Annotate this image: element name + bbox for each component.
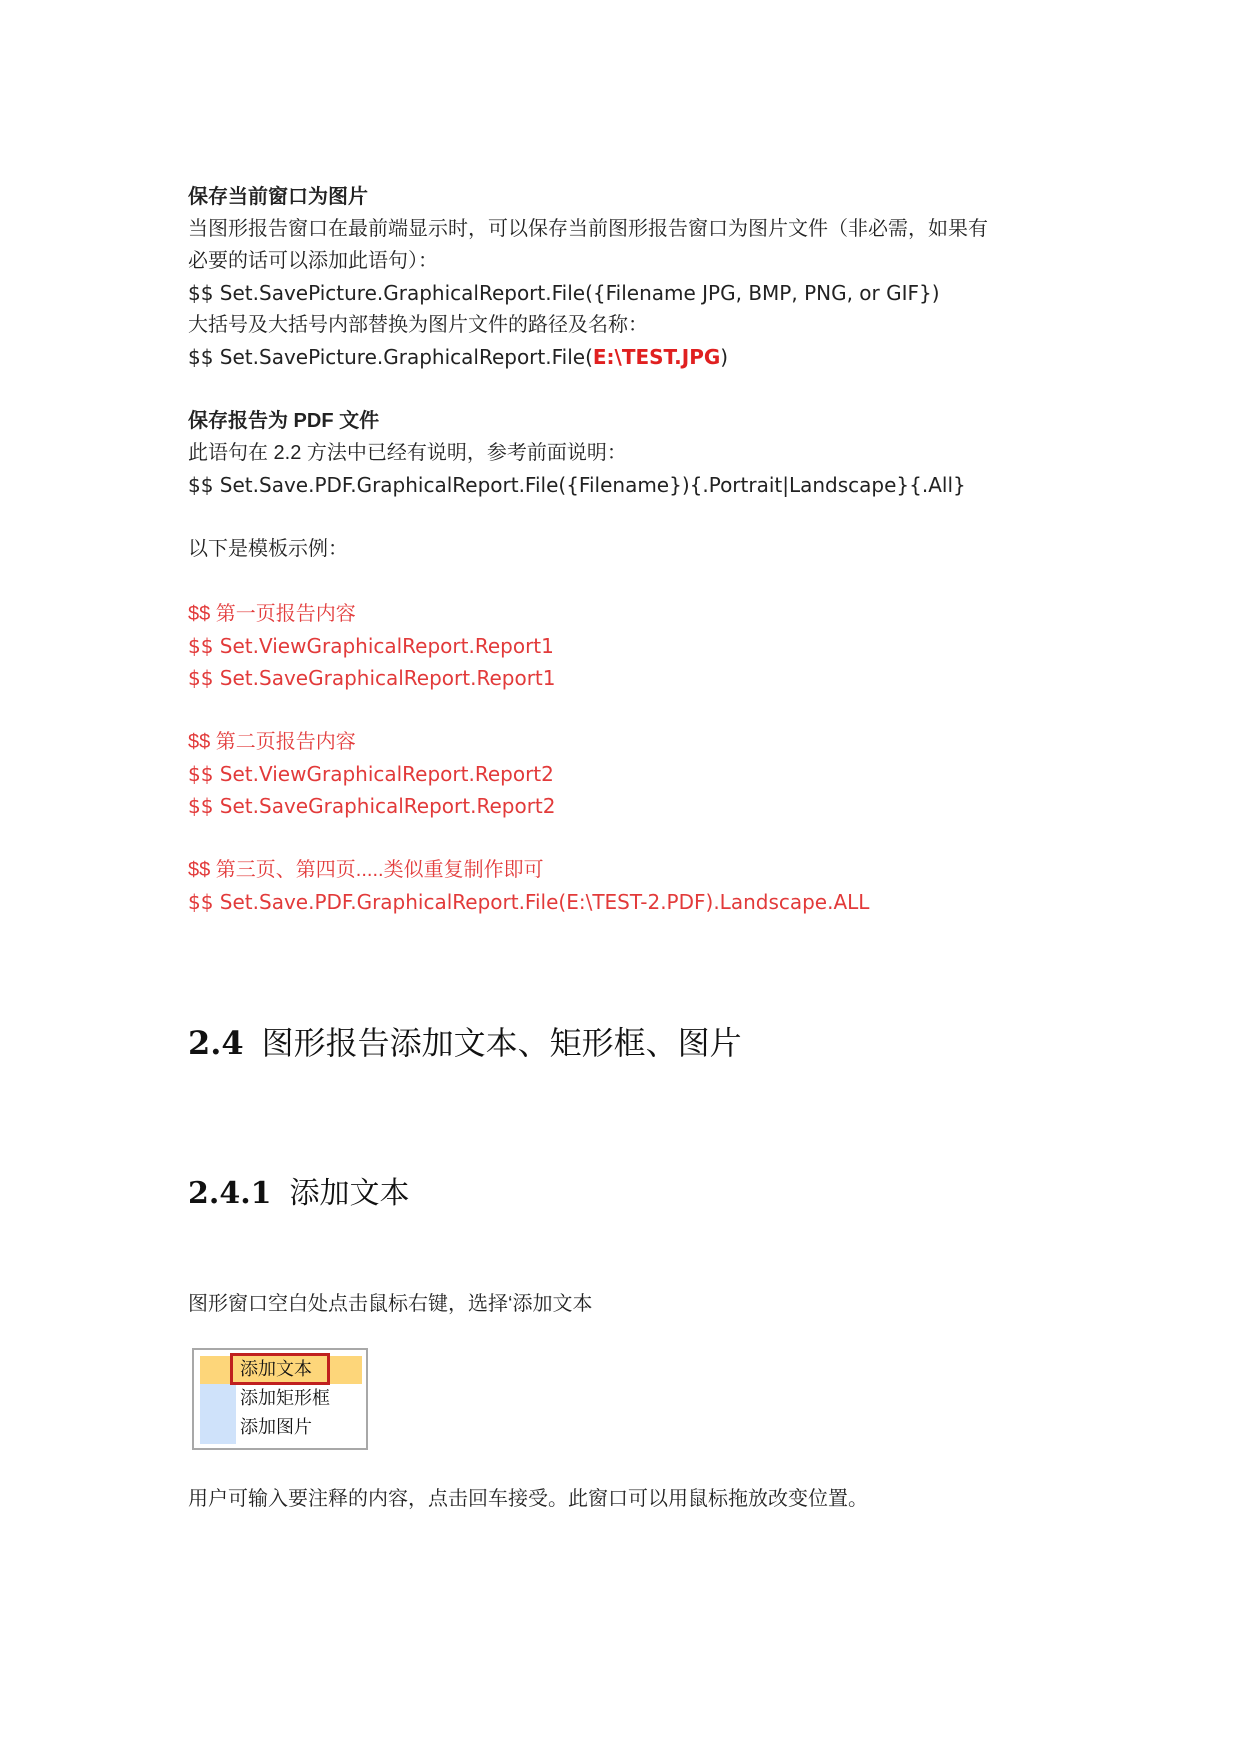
save-pdf-desc: 此语句在 2.2 方法中已经有说明，参考前面说明： xyxy=(188,442,627,464)
chapter-2-4-1-number: 2.4.1 xyxy=(188,1176,272,1211)
template-pdf-save: $$ Set.Save.PDF.GraphicalReport.File(E:\TEST-2.PDF).Landscape.ALL xyxy=(188,890,870,914)
chapter-2-4-number: 2.4 xyxy=(188,1024,244,1062)
template-page1-comment: $$ 第一页报告内容 xyxy=(188,603,356,625)
chapter-2-4-1-heading xyxy=(188,1174,410,1214)
context-menu-item-add-rectangle[interactable]: 添加矩形框 xyxy=(240,1388,330,1409)
template-page2-comment: $$ 第二页报告内容 xyxy=(188,731,356,753)
add-text-instruction: 图形窗口空白处点击鼠标右键，选择‘添加文本 xyxy=(188,1293,593,1315)
save-picture-example xyxy=(188,343,728,371)
save-picture-example-suffix: ) xyxy=(720,345,729,369)
add-text-after-menu: 用户可输入要注释的内容，点击回车接受。此窗口可以用鼠标拖放改变位置。 xyxy=(188,1488,868,1510)
save-pdf-syntax: $$ Set.Save.PDF.GraphicalReport.File({Filename}){.Portrait|Landscape}{.All} xyxy=(188,473,966,497)
save-picture-syntax: $$ Set.SavePicture.GraphicalReport.File({Filename JPG, BMP, PNG, or GIF}) xyxy=(188,281,940,305)
chapter-2-4-heading xyxy=(188,1022,742,1064)
template-page1-view: $$ Set.ViewGraphicalReport.Report1 xyxy=(188,634,554,658)
context-menu-item-add-picture[interactable]: 添加图片 xyxy=(240,1417,312,1438)
template-page2-save: $$ Set.SaveGraphicalReport.Report2 xyxy=(188,794,556,818)
save-picture-desc-line2: 必要的话可以添加此语句）： xyxy=(188,250,438,272)
context-menu-item-add-text[interactable]: 添加文本 xyxy=(240,1359,312,1380)
context-menu-icon-gutter xyxy=(200,1384,236,1444)
save-picture-example-path: E:\TEST.JPG xyxy=(592,345,721,369)
save-picture-desc-line1: 当图形报告窗口在最前端显示时，可以保存当前图形报告窗口为图片文件（非必需，如果有 xyxy=(188,218,988,240)
context-menu-screenshot xyxy=(192,1348,368,1450)
save-pdf-heading: 保存报告为 PDF 文件 xyxy=(188,410,380,432)
chapter-2-4-1-title: 添加文本 xyxy=(289,1176,410,1211)
template-page2-view: $$ Set.ViewGraphicalReport.Report2 xyxy=(188,762,554,786)
template-page1-save: $$ Set.SaveGraphicalReport.Report1 xyxy=(188,666,556,690)
template-intro: 以下是模板示例： xyxy=(188,538,348,560)
template-page3-comment: $$ 第三页、第四页.....类似重复制作即可 xyxy=(188,859,544,881)
save-picture-note: 大括号及大括号内部替换为图片文件的路径及名称： xyxy=(188,314,648,336)
save-picture-heading: 保存当前窗口为图片 xyxy=(188,186,368,208)
chapter-2-4-title: 图形报告添加文本、矩形框、图片 xyxy=(261,1024,742,1062)
save-picture-example-prefix: $$ Set.SavePicture.GraphicalReport.File( xyxy=(188,345,593,369)
